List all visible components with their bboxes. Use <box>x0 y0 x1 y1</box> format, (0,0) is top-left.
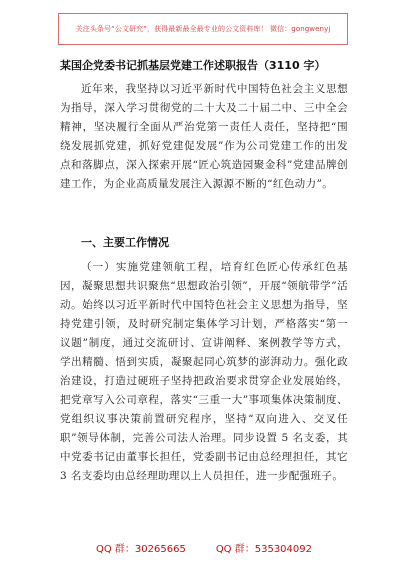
section-paragraph: （一）实施党建领航工程，培育红色匠心传承红色基因，凝聚思想共识聚焦“思想政治引领”，开展“领航带学”活动。始终以习近平新时代中国特色社会主义思想为指导，坚持党建引领，及时研究制定集体学习计划，严格落实“第一议题”制度，通过交流研讨、宣讲阐释、案例教学等方式，学出精髓、悟到实质，凝聚起同心筑梦的澎湃动力。强化政治建设，打造过硬班子坚持把政治要求贯穿企业发展始终，把党章写入公司章程，落实“三重一大”事项集体决策制度、党组织议事决策前置研究程序，坚持“双向进入、交叉任职”领导体制，完善公司法人治理。同步设置 5 名支委，其中党委书记由董事长担任，党委副书记由总经理担任，其它 3 名支委均由总经理助理以上人员担任，进一步配强班子。 <box>60 261 348 482</box>
footer-qq-group-1: QQ 群：30265665 <box>95 544 186 555</box>
footer <box>0 540 408 555</box>
section-heading: 一、主要工作情况 <box>81 236 169 249</box>
promo-banner-text: 关注头条号“公文研究”，获得最新最全最专业的公文资料库！ 微信：gongwenyj <box>75 25 331 33</box>
intro-paragraph: 近年来，我坚持以习近平新时代中国特色社会主义思想为指导，深入学习贯彻党的二十大及二十届二中、三中全会精神，坚决履行全面从严治党第一责任人责任，坚持把“围绕发展抓党建，抓好党建促发展”作为公司党建工作的出发点和落脚点，深入探索开展“匠心筑造园聚金科”党建品牌创建工作，为企业高质量发展注入源源不断的“红色动力”。 <box>60 83 348 190</box>
document-title: 某国企党委书记抓基层党建工作述职报告（3110 字） <box>60 59 326 72</box>
promo-banner <box>58 13 348 45</box>
footer-qq-group-2: QQ 群：535304092 <box>215 544 312 555</box>
